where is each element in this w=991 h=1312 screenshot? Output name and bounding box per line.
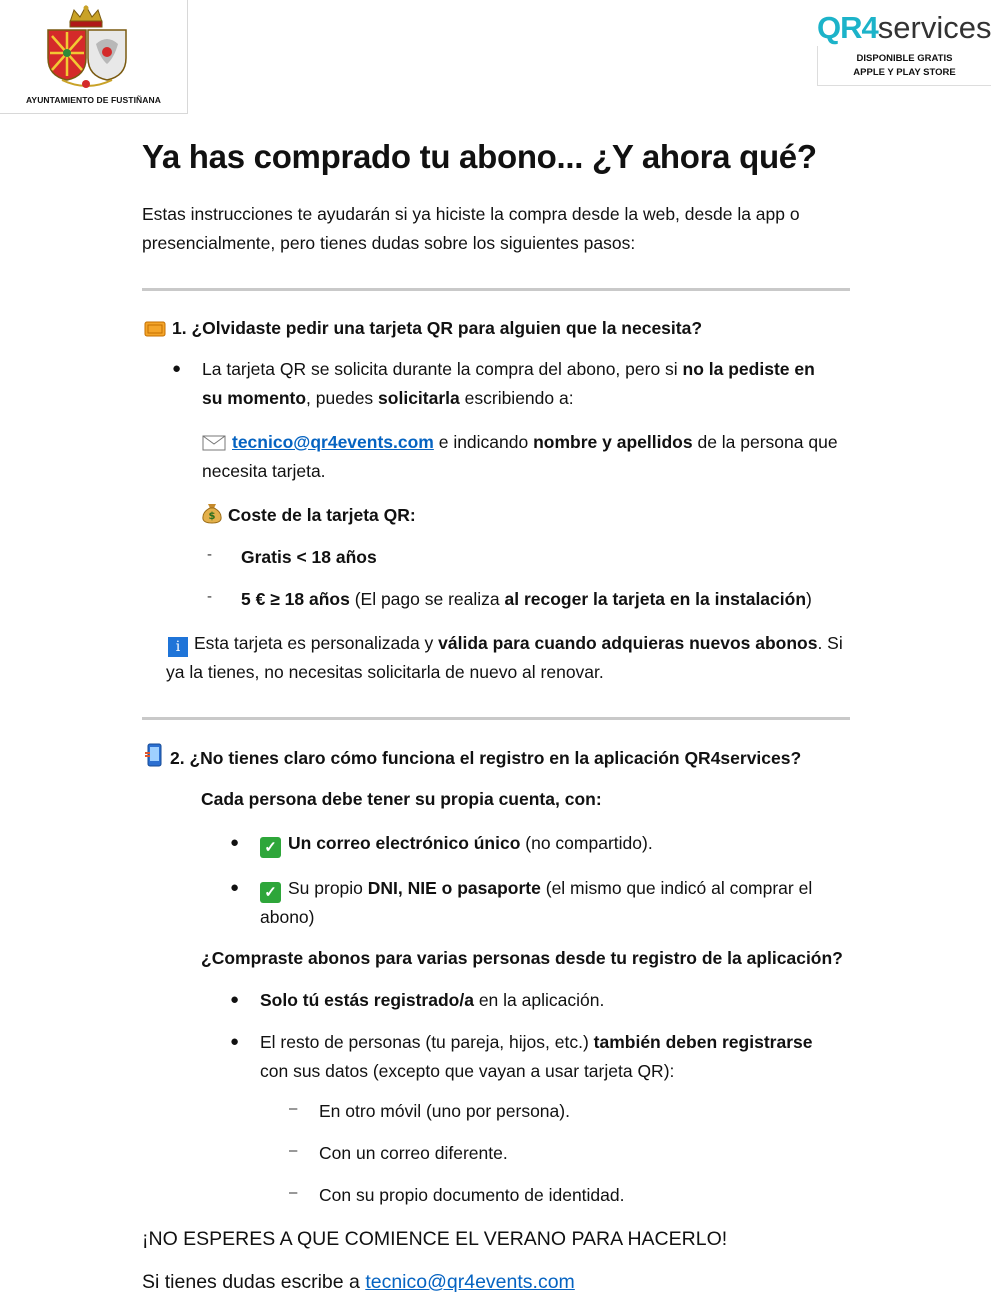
requirement-id-line-2: abono) [260,907,315,927]
dash-marker: – [289,1100,298,1117]
coat-of-arms-icon [0,0,187,95]
municipality-logo-box [0,0,188,114]
brand-qr4: QR4 [817,10,878,45]
card-note-line-1 [168,629,843,658]
info-icon: i [168,637,188,657]
text: e indicando [433,432,534,452]
option-different-email: Con un correo diferente. [319,1143,508,1163]
intro-line-2: presencialmente, pero tienes dudas sobre los siguientes pasos: [142,233,636,253]
text: de la persona que [692,432,838,452]
section-1-heading [144,314,702,343]
section-divider-2 [142,717,850,720]
check-mark-icon: ✓ [260,882,281,903]
text: . Si [817,633,843,653]
section-1-bullet-line-2 [202,384,574,413]
closing-message: ¡NO ESPERES A QUE COMIENCE EL VERANO PARA HACERLO! [142,1228,728,1250]
cost-over-18 [241,585,812,614]
text: El resto de personas (tu pareja, hijos, etc.) [260,1032,594,1052]
requirement-id-line-1 [260,874,812,903]
dash-marker: - [207,588,212,605]
section-2-heading [144,743,801,773]
text-bold: no la pediste en [682,359,815,379]
text-bold: Un correo electrónico único [288,833,521,853]
section-2-subheading-1: Cada persona debe tener su propia cuenta, con: [201,789,602,809]
dash-marker: – [289,1184,298,1201]
text-bold: 5 € ≥ 18 años [241,589,350,609]
email-instruction-line-2: necesita tarjeta. [202,461,326,481]
store-line-1: DISPONIBLE GRATIS [856,53,953,64]
text-bold: también deben registrarse [593,1032,813,1052]
email-instruction-line-1 [202,428,838,457]
text-bold: nombre y apellidos [533,432,693,452]
text: escribiendo a: [459,388,574,408]
text-bold: DNI, NIE o pasaporte [367,878,541,898]
text-bold: su momento [202,388,307,408]
envelope-icon [202,435,226,451]
cost-under-18: Gratis < 18 años [241,547,377,567]
bullet-dot: ● [230,991,240,1008]
option-own-id: Con su propio documento de identidad. [319,1185,625,1205]
check-mark-icon: ✓ [260,837,281,858]
brand-services: services [877,10,991,45]
text-bold: Solo tú estás registrado/a [260,990,474,1010]
section-2-subheading-2: ¿Compraste abonos para varias personas desde tu registro de la aplicación? [201,948,843,968]
text: (El pago se realiza [349,589,505,609]
option-other-phone: En otro móvil (uno por persona). [319,1101,570,1121]
ticket-icon [144,321,166,337]
intro-line-1: Estas instrucciones te ayudarán si ya hiciste la compra desde la web, desde la app o [142,204,800,224]
section-2-heading-text: 2. ¿No tienes claro cómo funciona el registro en la aplicación QR4services? [170,748,802,768]
store-availability-note [817,46,991,86]
others-register-line-1 [260,1028,812,1057]
bullet-dot: ● [230,834,240,851]
bullet-dot: ● [230,1033,240,1050]
bullet-dot: ● [172,360,182,377]
mobile-phone-icon [144,743,164,767]
store-line-2: APPLE Y PLAY STORE [853,67,956,78]
others-register-line-2: con sus datos (excepto que vayan a usar tarjeta QR): [260,1061,675,1081]
text: en la aplicación. [473,990,605,1010]
text: Su propio [288,878,368,898]
text: Esta tarjeta es personalizada y [194,633,439,653]
section-divider-1 [142,288,850,291]
page-title: Ya has comprado tu abono... ¿Y ahora qué? [142,138,817,175]
only-you-registered [260,986,604,1015]
qr4services-logo [817,10,991,46]
cost-heading [202,501,416,530]
text-bold: válida para cuando adquieras nuevos abonos [438,633,818,653]
municipality-name: AYUNTAMIENTO DE FUSTIÑANA [25,95,162,105]
footer-email-link[interactable]: tecnico@qr4events.com [365,1271,575,1293]
text: Si tienes dudas escribe a [142,1271,366,1293]
text: (el mismo que indicó al comprar el [540,878,813,898]
cost-heading-text: Coste de la tarjeta QR: [228,505,416,525]
dash-marker: - [207,546,212,563]
money-bag-icon [202,502,222,524]
section-1-bullet-line-1 [202,355,815,384]
bullet-dot: ● [230,879,240,896]
requirement-email [260,829,653,858]
footer-contact [142,1268,575,1296]
email-link[interactable]: tecnico@qr4events.com [232,432,434,452]
text-bold: solicitarla [378,388,460,408]
svg-text:$: $ [208,511,216,522]
text-bold: al recoger la tarjeta en la instalación [504,589,807,609]
text: , puedes [306,388,379,408]
card-note-line-2: ya la tienes, no necesitas solicitarla de nuevo al renovar. [166,662,604,682]
text: La tarjeta QR se solicita durante la compra del abono, pero si [202,359,683,379]
dash-marker: – [289,1142,298,1159]
text: ) [806,589,812,609]
section-1-heading-text: 1. ¿Olvidaste pedir una tarjeta QR para alguien que la necesita? [172,318,703,338]
text: (no compartido). [520,833,653,853]
